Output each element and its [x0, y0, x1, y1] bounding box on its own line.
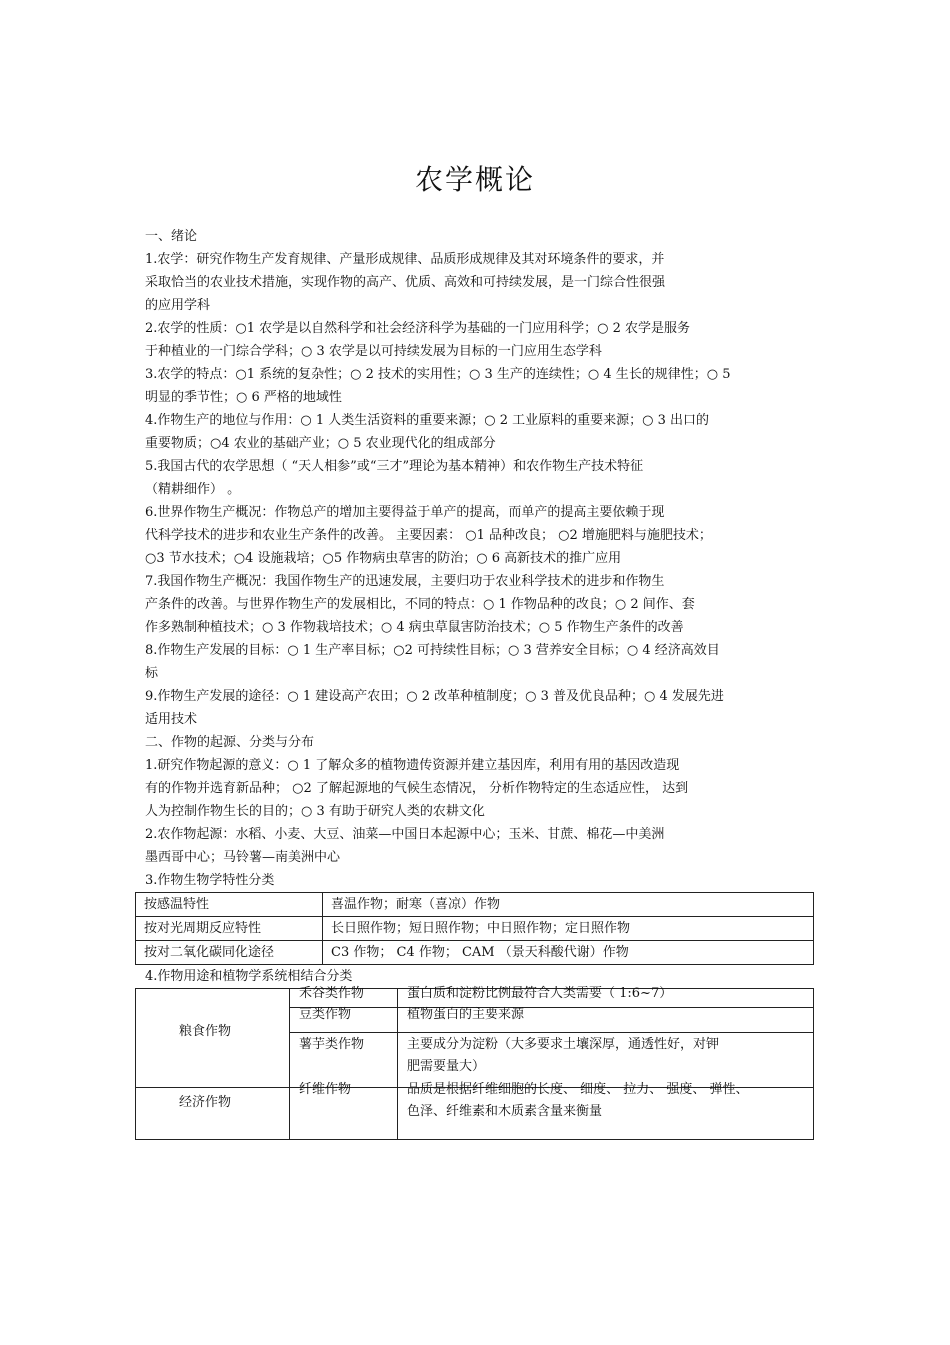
text-line: 重要物质；○4 农业的基础产业；○ 5 农业现代化的组成部分: [145, 436, 496, 451]
table-cell: 喜温作物；耐寒（喜凉）作物: [323, 893, 814, 917]
text-line: （精耕细作） 。: [145, 482, 241, 497]
paragraph-3: [145, 363, 815, 409]
use-classification-table: [135, 988, 814, 1140]
text-line: 作多熟制种植技术；○ 3 作物栽培技术；○ 4 病虫草鼠害防治技术；○ 5 作物生产条件的改善: [145, 620, 684, 635]
table-cell: 主要成分为淀粉（大多要求土壤深厚，通透性好，对钾: [407, 1037, 720, 1052]
text-line: 有的作物并选育新品种； ○2 了解起源地的气候生态情况， 分析作物特定的生态适应性， 达到: [145, 781, 689, 796]
text-line: 9.作物生产发展的途径：○ 1 建设高产农田；○ 2 改革种植制度；○ 3 普及优良品种；○ 4 发展先进: [145, 689, 724, 704]
table1-caption: 3.作物生物学特性分类: [145, 873, 275, 888]
table2-caption: 4.作物用途和植物学系统相结合分类: [145, 969, 353, 984]
table-row: [136, 893, 814, 917]
text-line: 适用技术: [145, 712, 198, 727]
text-line: 的应用学科: [145, 298, 211, 313]
table-cell: 色泽、纤维素和木质素含量来衡量: [407, 1104, 603, 1119]
text-line: 7.我国作物生产概况：我国作物生产的迅速发展，主要归功于农业科学技术的进步和作物生: [145, 574, 665, 589]
text-line: 2.农学的性质：○1 农学是以自然科学和社会经济科学为基础的一门应用科学；○ 2 农学是服务: [145, 321, 691, 336]
table-cell: 长日照作物；短日照作物；中日照作物；定日照作物: [323, 917, 814, 941]
text-line: 人为控制作物生长的目的；○ 3 有助于研究人类的农耕文化: [145, 804, 485, 819]
table-border: [397, 988, 398, 1140]
paragraph-8: [145, 639, 815, 685]
paragraph-9: [145, 685, 815, 731]
text-line: 1.农学：研究作物生产发育规律、产量形成规律、品质形成规律及其对环境条件的要求，并: [145, 252, 665, 267]
paragraph-1: [145, 248, 815, 317]
table-row: [136, 917, 814, 941]
text-line: 5.我国古代的农学思想（ “天人相参”或“三才”理论为基本精神）和农作物生产技术特征: [145, 459, 644, 474]
category-economic: 经济作物: [179, 1095, 232, 1110]
table-border: [289, 1032, 814, 1033]
table-cell: 植物蛋白的主要来源: [407, 1007, 525, 1022]
paragraph-7: [145, 570, 815, 639]
table-border: [135, 1139, 814, 1140]
text-line: 代科学技术的进步和农业生产条件的改善。 主要因素： ○1 品种改良； ○2 增施肥料与施肥技术；: [145, 528, 712, 543]
table-cell: 蛋白质和淀粉比例最符合人类需要（ 1:6~7）: [407, 986, 673, 1001]
text-line: ○3 节水技术；○4 设施栽培；○5 作物病虫草害的防治；○ 6 高新技术的推广应用: [145, 551, 622, 566]
table-cell: 品质是根据纤维细胞的长度、 细度、 拉力、 强度、 弹性、: [407, 1082, 749, 1097]
table-cell: 薯芋类作物: [299, 1037, 365, 1052]
category-grain: 粮食作物: [179, 1024, 232, 1039]
table-cell: 按对光周期反应特性: [136, 917, 323, 941]
text-line: 4.作物生产的地位与作用：○ 1 人类生活资料的重要来源；○ 2 工业原料的重要来源；○ 3 出口的: [145, 413, 710, 428]
paragraph-6: [145, 501, 815, 570]
text-line: 8.作物生产发展的目标：○ 1 生产率目标；○2 可持续性目标；○ 3 营养安全目标；○ 4 经济高效目: [145, 643, 720, 658]
table-border: [289, 988, 290, 1140]
text-line: 墨西哥中心；马铃薯—南美洲中心: [145, 850, 341, 865]
table-cell: 禾谷类作物: [299, 986, 365, 1001]
document-body: [145, 225, 815, 1140]
section-heading-2: 二、作物的起源、分类与分布: [145, 735, 315, 750]
page-title: 农学概论: [414, 163, 535, 196]
section-heading-1: 一、绪论: [145, 229, 198, 244]
text-line: 2.农作物起源：水稻、小麦、大豆、油菜—中国日本起源中心；玉米、甘蔗、棉花—中美洲: [145, 827, 665, 842]
paragraph-2: [145, 317, 815, 363]
text-line: 6.世界作物生产概况：作物总产的增加主要得益于单产的提高，而单产的提高主要依赖于现: [145, 505, 665, 520]
text-line: 1.研究作物起源的意义：○ 1 了解众多的植物遗传资源并建立基因库，利用有用的基因改造现: [145, 758, 680, 773]
paragraph-4: [145, 409, 815, 455]
text-line: 产条件的改善。与世界作物生产的发展相比，不同的特点：○ 1 作物品种的改良；○ 2 间作、套: [145, 597, 695, 612]
table-cell: 按对二氧化碳同化途径: [136, 941, 323, 965]
table-cell: 豆类作物: [299, 1007, 352, 1022]
table-row: [136, 941, 814, 965]
table-cell: 肥需要量大）: [407, 1059, 486, 1074]
text-line: 明显的季节性；○ 6 严格的地域性: [145, 390, 342, 405]
biology-classification-table: [135, 892, 814, 965]
paragraph-q1: [145, 754, 815, 823]
table-border: [135, 988, 136, 1140]
table-border: [813, 988, 814, 1140]
paragraph-5: [145, 455, 815, 501]
text-line: 于种植业的一门综合学科；○ 3 农学是以可持续发展为目标的一门应用生态学科: [145, 344, 602, 359]
paragraph-q2: [145, 823, 815, 869]
table-cell: 纤维作物: [299, 1082, 352, 1097]
table-border: [289, 1007, 814, 1008]
text-line: 采取恰当的农业技术措施，实现作物的高产、优质、高效和可持续发展，是一门综合性很强: [145, 275, 666, 290]
text-line: 3.农学的特点：○1 系统的复杂性；○ 2 技术的实用性；○ 3 生产的连续性；○ 4 生长的规律性；○ 5: [145, 367, 731, 382]
table-cell: 按感温特性: [136, 893, 323, 917]
table-cell: C3 作物； C4 作物； CAM （景天科酸代谢）作物: [323, 941, 814, 965]
text-line: 标: [145, 666, 159, 681]
